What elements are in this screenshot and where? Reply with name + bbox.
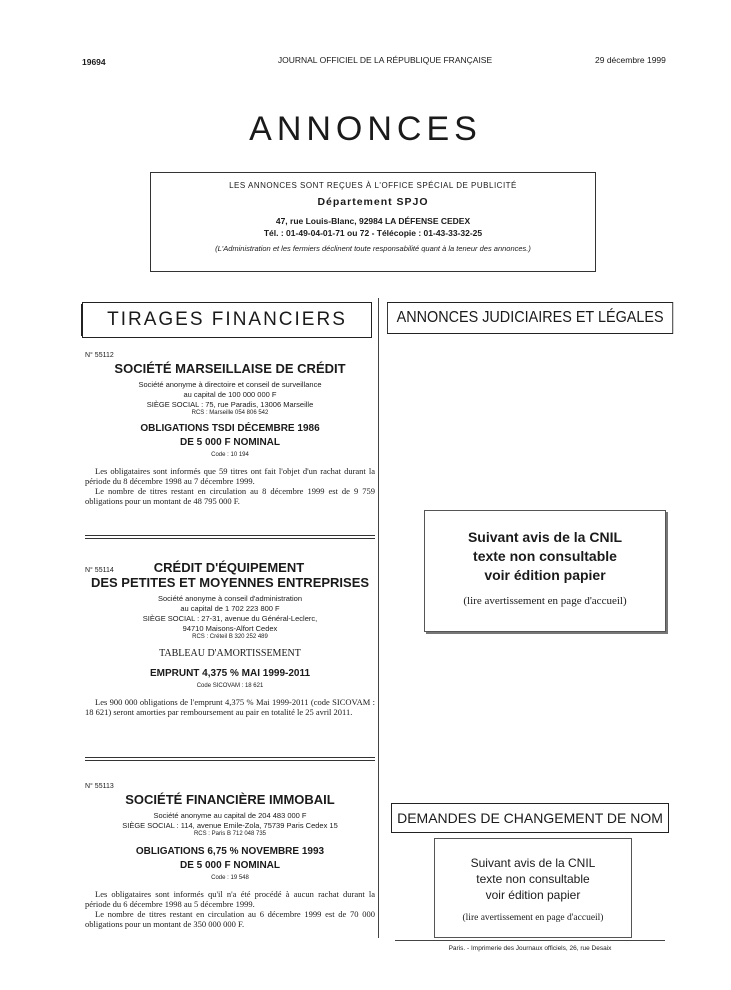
company-info-2: au capital de 1 702 223 800 F bbox=[180, 604, 280, 613]
ad-separator bbox=[85, 757, 375, 761]
bond-nominal: DE 5 000 F NOMINAL bbox=[179, 437, 281, 448]
ad-55113 bbox=[85, 783, 375, 929]
ad-separator bbox=[85, 535, 375, 539]
company-info-2: au capital de 100 000 000 F bbox=[183, 390, 277, 399]
company-info-3: SIÈGE SOCIAL : 75, rue Paradis, 13006 Marseille bbox=[146, 400, 314, 409]
notice-line-1: LES ANNONCES SONT REÇUES À L'OFFICE SPÉCIAL DE PUBLICITÉ bbox=[229, 181, 517, 190]
table-label: TABLEAU D'AMORTISSEMENT bbox=[159, 648, 301, 659]
notice-disclaimer: (L'Administration et les fermiers déclinent toute responsabilité quant à la teneur des annonces.) bbox=[215, 244, 531, 253]
company-rcs: RCS : Créteil B 320 252 489 bbox=[192, 634, 268, 640]
ad-number: N° 55112 bbox=[85, 352, 114, 359]
ad-body-1: Les obligataires sont informés qu'il n'a été procédé à aucun rachat durant la période du 6 décembre 1998 au 5 décembre 1999. bbox=[85, 889, 375, 909]
cnil-line-3: voir édition papier bbox=[485, 888, 581, 902]
ad-body-1: Les 900 000 obligations de l'emprunt 4,375 % Mai 1999-2011 (code SICOVAM : 18 621) seront amorties par remboursement au pair en totalité le 25 avril 2011. bbox=[85, 697, 375, 717]
section-title-tirages: TIRAGES FINANCIERS bbox=[82, 302, 372, 338]
cnil-line-2: texte non consultable bbox=[473, 548, 617, 564]
bond-code: Code : 10 194 bbox=[211, 452, 249, 458]
bond-title: EMPRUNT 4,375 % MAI 1999-2011 bbox=[149, 668, 311, 679]
page-number: 19694 bbox=[82, 57, 106, 67]
notice-box bbox=[150, 172, 596, 272]
section-title-annonces-judiciaires: ANNONCES JUDICIAIRES ET LÉGALES bbox=[387, 302, 673, 334]
ad-55112 bbox=[85, 352, 375, 506]
company-name: SOCIÉTÉ MARSEILLAISE DE CRÉDIT bbox=[114, 361, 346, 376]
cnil-line-3: voir édition papier bbox=[484, 567, 606, 583]
section-title-demandes: DEMANDES DE CHANGEMENT DE NOM bbox=[391, 803, 669, 833]
company-info-4: 94710 Maisons-Alfort Cedex bbox=[182, 624, 278, 633]
imprint-line: Paris. - Imprimerie des Journaux officiels, 26, rue Desaix bbox=[395, 940, 665, 952]
company-info-1: Société anonyme à directoire et conseil de surveillance bbox=[138, 380, 322, 389]
cnil-line-1: Suivant avis de la CNIL bbox=[470, 856, 596, 870]
issue-date: 29 décembre 1999 bbox=[595, 55, 666, 65]
company-rcs: RCS : Marseille 054 806 542 bbox=[191, 410, 269, 416]
bond-code: Code SICOVAM : 18 621 bbox=[196, 683, 264, 689]
company-rcs: RCS : Paris B 712 048 735 bbox=[193, 831, 267, 837]
bond-title: OBLIGATIONS 6,75 % NOVEMBRE 1993 bbox=[135, 846, 325, 857]
company-info-1: Société anonyme au capital de 204 483 000 F bbox=[153, 811, 307, 820]
journal-name: JOURNAL OFFICIEL DE LA RÉPUBLIQUE FRANÇAISE bbox=[277, 55, 493, 65]
company-name-line-1: CRÉDIT D'ÉQUIPEMENT bbox=[153, 560, 305, 575]
bond-title: OBLIGATIONS TSDI DÉCEMBRE 1986 bbox=[140, 423, 320, 434]
ad-number: N° 55114 bbox=[85, 567, 114, 574]
bond-nominal: DE 5 000 F NOMINAL bbox=[179, 860, 281, 871]
company-name: SOCIÉTÉ FINANCIÈRE IMMOBAIL bbox=[125, 792, 335, 807]
cnil-notice-box-2 bbox=[434, 838, 632, 938]
cnil-line-1: Suivant avis de la CNIL bbox=[467, 529, 623, 545]
ad-number: N° 55113 bbox=[85, 783, 114, 790]
page-title: ANNONCES bbox=[249, 110, 482, 148]
company-info-3: SIÈGE SOCIAL : 27-31, avenue du Général-Leclerc, bbox=[142, 614, 318, 623]
ad-body-2: Le nombre de titres restant en circulation au 8 décembre 1999 est de 9 759 obligations pour un montant de 48 795 000 F. bbox=[85, 486, 375, 506]
cnil-notice-box bbox=[424, 510, 666, 632]
cnil-note: (lire avertissement en page d'accueil) bbox=[463, 595, 627, 607]
company-info-1: Société anonyme à conseil d'administration bbox=[157, 594, 302, 603]
notice-department: Département SPJO bbox=[317, 196, 429, 208]
ad-55114 bbox=[85, 560, 375, 717]
company-name-line-2: DES PETITES ET MOYENNES ENTREPRISES bbox=[90, 575, 370, 590]
column-divider bbox=[378, 298, 379, 938]
bond-code: Code : 19 548 bbox=[211, 875, 249, 881]
ad-body-2: Le nombre de titres restant en circulation au 6 décembre 1999 est de 70 000 obligations pour un montant de 350 000 000 F. bbox=[85, 909, 375, 929]
notice-phone: Tél. : 01-49-04-01-71 ou 72 - Télécopie : 01-43-33-32-25 bbox=[263, 228, 483, 238]
notice-address: 47, rue Louis-Blanc, 92984 LA DÉFENSE CEDEX bbox=[275, 216, 471, 226]
company-info-2: SIÈGE SOCIAL : 114, avenue Emile-Zola, 75739 Paris Cedex 15 bbox=[122, 821, 338, 830]
cnil-line-2: texte non consultable bbox=[476, 872, 590, 886]
ad-body-1: Les obligataires sont informés que 59 titres ont fait l'objet d'un rachat durant la période du 8 décembre 1998 au 7 décembre 1999. bbox=[85, 466, 375, 486]
cnil-note: (lire avertissement en page d'accueil) bbox=[462, 913, 604, 923]
